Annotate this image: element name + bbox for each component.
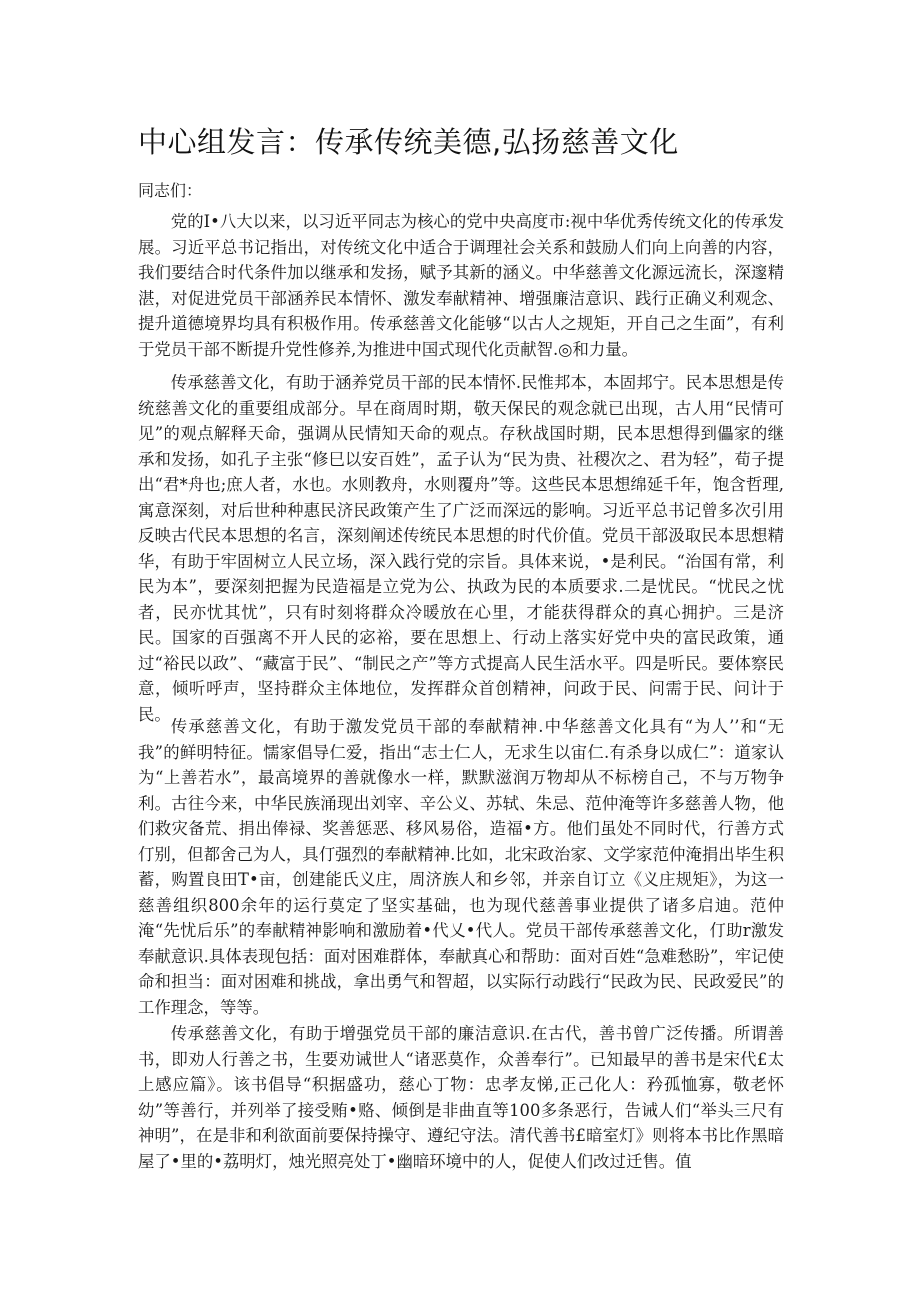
paragraph-intro: 党的I•八大以来，以习近平同志为核心的党中央高度市:视中华优秀传统文化的传承发展。习近平总书记指出，对传统文化中适合于调理社会关系和鼓励人们向上向善的内容，我们要结合时代条件加以继承和发扬，赋予其新的涵义。中华慈善文化源远流长，深邃精湛，对促进党员干部涵养民本情怀、激发奉献精神、增强廉洁意识、践行正确义利观念、提升道德境界均具有积极作用。传承慈善文化能够“以古人之规矩，开自己之生面”，有利于党员干部不断提升党性修养,为推进中国式现代化贡献智.◎和力量。 bbox=[138, 212, 784, 359]
paragraph-people-oriented: 传承慈善文化，有助于涵养党员干部的民本情怀.民惟邦本，本固邦宁。民本思想是传统慈善文化的重要组成部分。早在商周时期，敬天保民的观念就已出现，古人用“民情可见”的观点解释天命，强调从民情知天命的观点。存秋战国时期，民本思想得到儡家的继承和发扬，如孔子主张“修巳以安百姓”，孟子认为“民为贵、社稷次之、君为轻”，荀子提出“君*舟也;庶人者，水也。水则教舟，水则覆舟”等。这些民本思想绵延千年，饱含哲理,寓意深刻，对后世种种惠民济民政策产生了广泛而深远的影响。习近平总书记曾多次引用反映古代民本思想的名言，深刻阐述传统民本思想的时代价值。党员干部汲取民本思想精华，有助于牢固树立人民立场，深入践行党的宗旨。具体来说，•是利民。“治国有常，利民为本”，要深刻把握为民造福是立党为公、执政为民的本质要求.二是忧民。“忧民之忧者，民亦忧其忧”，只有时刻将群众冷暖放在心里，才能获得群众的真心拥护。三是济民。国家的百强离不开人民的宓裕，要在思想上、行动上落实好党中央的富民政策，通过“裕民以政”、“藏富于民”、“制民之产”等方式提高人民生活水平。四是听民。要体察民意，倾听呼声，坚持群众主体地位，发挥群众首创精神，问政于民、问需于民、问计于民。 bbox=[138, 373, 784, 724]
salutation: 同志们： bbox=[138, 181, 203, 200]
paragraph-dedication: 传承慈善文化，有助于激发党员干部的奉献精神.中华慈善文化具有“为人’’和“无我”的鲜明特征。懦家倡导仁爱，指出“志士仁人，无求生以宙仁.有杀身以成仁”：道家认为“上善若水”，最高境界的善就像水一样，默默滋润万物却从不标榜自己，不与万物争利。古往今来，中华民族涌现出刘宰、辛公义、苏轼、朱忌、范仲淹等许多慈善人物，他们救灾备荒、捐出俸禄、奖善惩恶、移风易俗，造福•方。他们虽处不同时代，行善方式仃别，但都舍己为人，具仃强烈的奉献精神.比如，北宋政治家、文学家范仲淹捐出毕生积蓄，购置良田T•亩，创建能氏义庄，周济族人和乡邻，并亲自订立《义庄规矩》，为这一慈善组织800余年的运行莫定了坚实基础，也为现代慈善事业提供了诸多启迪。范仲淹“先忧后乐”的奉献精神影响和激励着•代乂•代人。党员干部传承慈善文化，仃助r激发奉献意识.具体表现包括：面对困难群体，奉献真心和帮助：面对百姓“急难愁盼”，牢记使命和担当：面对困难和挑战，拿出勇气和智超，以实际行动践行“民政为民、民政爱民”的工作理念，等等。 bbox=[138, 717, 784, 1017]
paragraph-integrity: 传承慈善文化，有助于增强党员干部的廉洁意识.在古代，善书曾广泛传播。所谓善书，即劝人行善之书，生要劝诫世人“诸恶莫作，众善奉行”。已知最早的善书是宋代£太上感应篇》。该书倡导“积据盛功，慈心丁物：忠孝友悌,正己化人：矜孤恤寡，敬老怀幼”等善行，并列举了接受贿•赂、倾倒是非曲直等100多条恶行，告诫人们“举头三尺有神明”，在是非和利欲面前要保持操守、遵纪守法。清代善书£暗室灯》则将本书比作黑暗屋了•里的•荔明灯，烛光照亮处丁•幽暗环境中的人，促使人们改过迁售。值 bbox=[138, 1024, 784, 1171]
document-title: 中心组发言：传承传统美德,弘扬慈善文化 bbox=[138, 125, 679, 159]
